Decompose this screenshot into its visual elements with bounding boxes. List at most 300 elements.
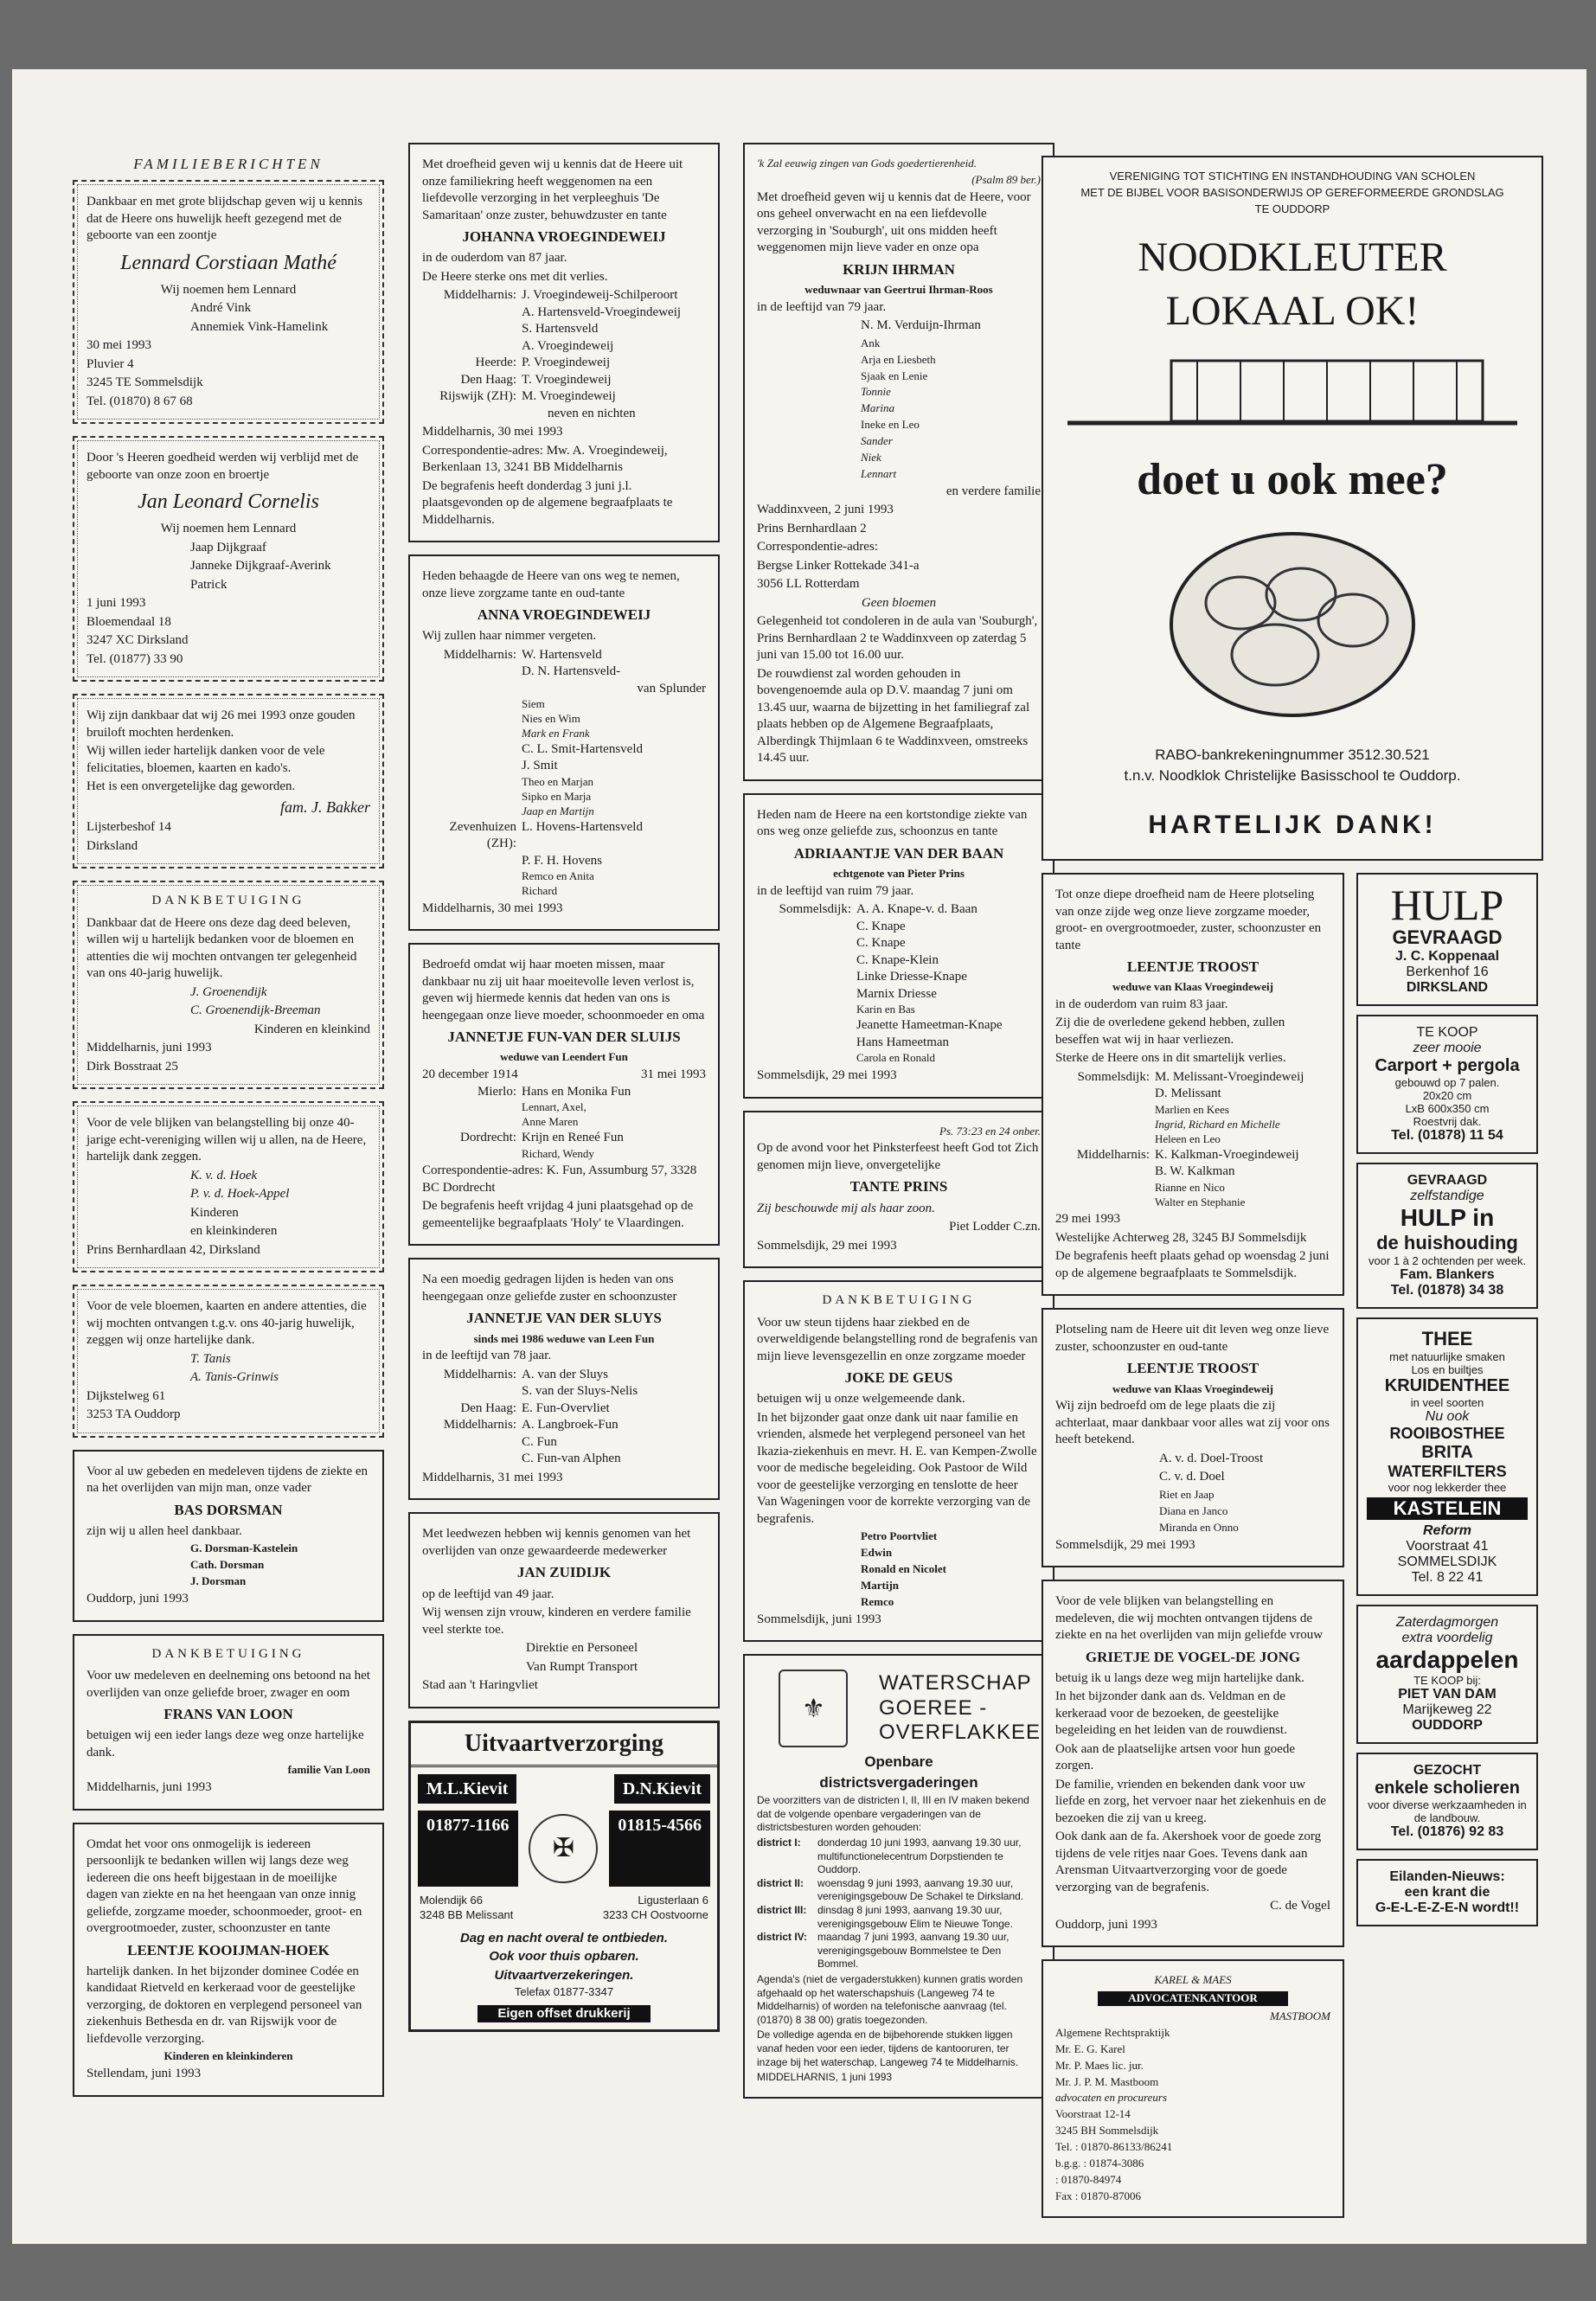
text: Ook aan de plaatselijke artsen voor hun goede zorgen. xyxy=(1055,1741,1295,1773)
text: t.n.v. Noodklok Christelijke Basisschool te Ouddorp. xyxy=(1124,767,1461,785)
thanks-tanis xyxy=(73,1285,384,1438)
text: een krant die xyxy=(1404,1885,1490,1900)
text: Karin en Bas xyxy=(856,1003,915,1016)
text: Plotseling nam de Heere uit dit leven weg onze lieve zuster, schoonzuster en oud-tante xyxy=(1055,1323,1330,1354)
deceased-name: JAN ZUIDIJK xyxy=(516,1564,612,1581)
text: P. Vroegindeweij xyxy=(522,356,611,370)
text: A. A. Knape-v. d. Baan xyxy=(856,902,977,917)
text: BRITA xyxy=(1421,1443,1473,1462)
text: OUDDORP xyxy=(1412,1718,1483,1733)
text: Dag en nacht overal te ontbieden. xyxy=(459,1930,669,1945)
text: ROOIBOSTHEE xyxy=(1389,1425,1505,1442)
text: Miranda en Onno xyxy=(1159,1520,1239,1534)
deceased-name: KRIJN IHRMAN xyxy=(843,260,955,278)
birth-announcement-mathe xyxy=(73,180,384,424)
text: 3247 XC Dirksland xyxy=(87,633,189,648)
text: De volledige agenda en de bijbehorende stukken liggen vanaf heden voor een ieder, tijdens de kantooruren, ter inzage bij het waterschap, Langeweg 74 te Middelharnis. xyxy=(757,2029,1019,2068)
column-4 xyxy=(1042,156,1543,2230)
text: in de ouderdom van ruim 83 jaar. xyxy=(1055,997,1228,1011)
obituary-ihrman xyxy=(743,143,1054,781)
text: Ligusterlaan 6 xyxy=(638,1893,708,1907)
text: Patrick xyxy=(190,577,228,592)
text: C. Knape xyxy=(856,919,906,933)
text: Marina xyxy=(861,401,894,415)
text: De begrafenis heeft vrijdag 4 juni plaatsgehad op de gemeentelijke begraafplaats 'Holy' te Vlaardingen. xyxy=(422,1199,694,1230)
text: voor diverse werkzaamheden in de landbouw. xyxy=(1368,1798,1527,1824)
text: K. v. d. Hoek xyxy=(190,1168,258,1183)
text: Met droefheid geven wij u kennis dat de Heere uit onze familiekring heeft weggenomen na een liefdevolle verzorging in het verpleeghuis 'De Samaritaan' onze zuster, behuwdzuster en tante xyxy=(422,157,683,222)
text: Lennart xyxy=(861,466,897,480)
text: J. Vroegindeweij-Schilperoort xyxy=(522,288,678,303)
text: voor nog lekkerder thee xyxy=(1388,1481,1507,1494)
text: Sjaak en Lenie xyxy=(861,369,928,382)
newspaper-page xyxy=(12,69,1586,2244)
obituary-leentje-troost xyxy=(1042,873,1344,1296)
text: Richard, Wendy xyxy=(522,1146,594,1160)
ad-kastelein-thee xyxy=(1356,1317,1538,1596)
text: Sommelsdijk, 29 mei 1993 xyxy=(757,1068,897,1083)
advocatenkantoor-ad xyxy=(1042,1959,1344,2217)
text: district I: xyxy=(757,1836,801,1849)
text: SOMMELSDIJK xyxy=(1397,1554,1497,1569)
text: Met leedwezen hebben wij kennis genomen van het overlijden van onze gewaardeerde medewerker xyxy=(422,1527,691,1558)
crest-icon: ✠ xyxy=(529,1814,598,1883)
text: 30 mei 1993 xyxy=(87,338,151,353)
text: Carola en Ronald xyxy=(856,1051,935,1065)
text: zijn wij u allen heel dankbaar. xyxy=(87,1523,242,1538)
notice-title: DANKBETUIGING xyxy=(151,894,305,908)
text: Waddinxveen, 2 juni 1993 xyxy=(757,503,894,517)
text: Rianne en Nico xyxy=(1155,1180,1225,1194)
text: Tel. (01876) 92 83 xyxy=(1390,1824,1504,1839)
text: Molendijk 66 xyxy=(420,1893,483,1907)
text: Dankbaar en met grote blijdschap geven wij u kennis dat de Heere ons huwelijk heeft gezegend met de geboorte van een zoontje xyxy=(87,195,363,242)
deceased-name: FRANS VAN LOON xyxy=(163,1706,293,1723)
text: Voor de vele blijken van belangstelling en medeleven, die wij mochten ontvangen tijdens de ziekte en na het overlijden van mijn geliefde vrouw xyxy=(1055,1594,1324,1643)
text: Tel. : 01870-86133/86241 xyxy=(1055,2140,1173,2154)
obituary-zuidijk xyxy=(408,1512,720,1708)
deceased-name: LEENTJE TROOST xyxy=(1126,958,1259,975)
text: dinsdag 8 juni 1993, aanvang 19.30 uur, verenigingsgebouw Elim te Nieuwe Tonge. xyxy=(817,1904,1013,1930)
text: Middelharnis, 30 mei 1993 xyxy=(422,901,563,915)
text: Martijn xyxy=(861,1578,900,1592)
text: Omdat het voor ons onmogelijk is iedereen persoonlijk te bedanken willen wij langs deze weg iedereen die ons heeft bijgestaan in de moeilijke dagen van ziekte en na het heengaan van onze innig geliefde, zorgzame moeder, schoonmoeder, groot- en overgrootmoeder, zuster, schoonzuster en tante xyxy=(87,1836,362,1936)
text: C. Fun xyxy=(522,1434,557,1449)
text: Hans Hameetman xyxy=(856,1035,950,1049)
text: weduwe van Klaas Vroegindeweij xyxy=(1112,1381,1273,1395)
text: Remco en Anita xyxy=(522,869,594,883)
text: Lennart, Axel, xyxy=(522,1100,586,1114)
text: Ouddorp, juni 1993 xyxy=(87,1592,189,1606)
obituary-tante-prins xyxy=(743,1111,1054,1268)
text: voor 1 à 2 ochtenden per week. xyxy=(1368,1254,1527,1267)
text: Nu ook xyxy=(1425,1409,1470,1424)
text: Mr. J. P. M. Mastboom xyxy=(1055,2074,1159,2088)
text: hartelijk danken. In het bijzonder dominee Codée en kandidaat Rietveld en kerkeraad voor de geestelijke verzorging, de doktoren en verplegend personeel van ziekenhuis Bethesda en dr. van Rijswijk voor de liefdevolle verzorging. xyxy=(87,1964,362,2046)
text: A. van der Sluys xyxy=(522,1367,608,1381)
text: Siem xyxy=(522,697,545,711)
text: in de leeftijd van 79 jaar. xyxy=(757,299,887,314)
text: Met droefheid geven wij u kennis dat de Heere, voor ons geheel onverwacht en na een liefdevolle verzorging in 'Souburgh', uit ons midden heeft weggenomen mijn lieve vader en onze opa xyxy=(757,189,1031,255)
text: Tonnie xyxy=(861,385,891,399)
text: N. M. Verduijn-Ihrman xyxy=(861,318,981,333)
ad-hulp-gevraagd xyxy=(1356,873,1538,1006)
text: TE OUDDORP xyxy=(1254,202,1330,215)
text: Niek xyxy=(861,451,881,464)
text: Petro Poortvliet xyxy=(861,1529,938,1543)
text: Marijkeweg 22 xyxy=(1402,1702,1492,1717)
text: Wij zijn dankbaar dat wij 26 mei 1993 onze gouden bruiloft mochten herdenken. xyxy=(87,708,356,740)
text: Piet Lodder C.zn. xyxy=(949,1220,1041,1234)
text: maandag 7 juni 1993, aanvang 19.30 uur, verenigingsgebouw Bommelstee te Den Bommel. xyxy=(817,1931,1010,1971)
deceased-name: JOHANNA VROEGINDEWEIJ xyxy=(462,228,666,245)
text: De rouwdienst zal worden gehouden in bovengenoemde aula op D.V. maandag 7 juni om 13.45 uur, waarna de bijzetting in het familiegraf zal plaats hebben op de Algemene Begraafplaats, Alberdingk Thijmlaan 6 te Waddinxveen, omstreeks 14.45 uur. xyxy=(757,666,1030,766)
ad-carport xyxy=(1356,1015,1538,1154)
text: Heden behaagde de Heere van ons weg te nemen, onze lieve zorgzame tante en oud-tante xyxy=(422,569,680,600)
text: WATERSCHAP xyxy=(878,1670,1032,1695)
text: Voor al uw gebeden en medeleven tijdens de ziekte en na het overlijden van mijn man, onze vader xyxy=(87,1464,369,1496)
text: VERENIGING TOT STICHTING EN INSTANDHOUDING VAN SCHOLEN xyxy=(1109,170,1476,183)
text: Agenda's (niet de vergaderstukken) kunnen gratis worden afgehaald op het waterschapshuis (Langeweg 74 te Middelharnis) of worden na telefonische aanvraag (tel. (01870) 8 38 00) gratis toegezonden. xyxy=(757,1972,1023,2026)
text: B. W. Kalkman xyxy=(1155,1164,1235,1179)
deceased-name: LEENTJE KOOIJMAN-HOEK xyxy=(127,1941,330,1958)
text: M. Melissant-Vroegindeweij xyxy=(1155,1069,1304,1084)
text: en verdere familie xyxy=(945,484,1041,498)
deceased-name: TANTE PRINS xyxy=(849,1178,948,1195)
text: A. Tanis-Grinwis xyxy=(190,1370,279,1385)
text: Dankbaar dat de Heere ons deze dag deed beleven, willen wij u hartelijk bedanken voor de bloemen en attenties die wij mochten ontvangen ter gelegenheid van ons 40-jarig huwelijk. xyxy=(87,915,357,981)
text: G-E-L-E-Z-E-N wordt!! xyxy=(1375,1900,1520,1915)
text: Fam. Blankers xyxy=(1400,1267,1495,1282)
text: Walter en Stephanie xyxy=(1155,1195,1246,1208)
text: 'k Zal eeuwig zingen van Gods goedertierenheid. xyxy=(757,157,977,170)
text: Ank xyxy=(861,336,881,349)
uitvaart-advertisement xyxy=(408,1721,720,2032)
text: donderdag 10 juni 1993, aanvang 19.30 uur, multifunctionelecentrum Dorpstienden te Ouddorp. xyxy=(817,1836,1022,1876)
thanks-de-geus xyxy=(743,1280,1054,1642)
text: Middelharnis, juni 1993 xyxy=(87,1780,212,1795)
deceased-name: JANNETJE FUN-VAN DER SLUIJS xyxy=(447,1029,681,1046)
text: Jaap Dijkgraaf xyxy=(190,540,266,554)
text: Sommelsdijk: xyxy=(779,902,851,917)
text: L. Hovens-Hartensveld xyxy=(522,819,643,834)
text: C. Knape xyxy=(856,936,906,951)
text: Dordrecht: xyxy=(460,1131,516,1145)
text: WATERFILTERS xyxy=(1388,1463,1507,1480)
text: Zaterdagmorgen xyxy=(1395,1615,1499,1630)
thanks-dorsman xyxy=(73,1450,384,1622)
text: Mark en Frank xyxy=(522,726,590,740)
text: Algemene Rechtspraktijk xyxy=(1055,2025,1170,2039)
text: Jaap en Martijn xyxy=(522,804,594,817)
text: in de leeftijd van 78 jaar. xyxy=(422,1349,552,1363)
text: Ps. 73:23 en 24 onber. xyxy=(939,1124,1041,1138)
text: Stad aan 't Haringvliet xyxy=(422,1678,538,1693)
text: Lijsterbeshof 14 xyxy=(87,820,171,835)
text: Bergse Linker Rottekade 341-a xyxy=(757,558,920,573)
text: Ineke en Leo xyxy=(861,418,920,432)
text: 31 mei 1993 xyxy=(641,1067,706,1082)
text: Heleen en Leo xyxy=(1155,1131,1221,1145)
text: Sipko en Marja xyxy=(522,789,592,803)
text: Wij wensen zijn vrouw, kinderen en verdere familie veel sterkte toe. xyxy=(422,1606,691,1637)
text: weduwe van Leendert Fun xyxy=(500,1050,628,1064)
text: Heerde: xyxy=(475,356,516,370)
text: T. Vroegindeweij xyxy=(522,372,612,387)
ad-aardappelen xyxy=(1356,1605,1538,1744)
text: Nies en Wim xyxy=(522,712,580,726)
text: Sander xyxy=(861,434,893,448)
waterschap-notice xyxy=(743,1654,1054,2099)
text: Gelegenheid tot condoleren in de aula van 'Souburgh', Prins Bernhardlaan 2 te Waddinxveen op zaterdag 5 juni van 15.00 tot 16.00 uur. xyxy=(757,614,1038,663)
deceased-name: LEENTJE TROOST xyxy=(1126,1360,1259,1377)
text: Voor de vele bloemen, kaarten en andere attenties, die wij mochten ontvangen t.g.v. ons 40-jarig huwelijk, zeggen wij onze hartelijke dank. xyxy=(87,1299,367,1348)
text: KAREL & MAES xyxy=(1154,1973,1232,1987)
text: W. Hartensveld xyxy=(522,647,602,662)
obituary-van-der-baan xyxy=(743,793,1054,1099)
text: A. v. d. Doel-Troost xyxy=(1159,1451,1264,1465)
text: Wij willen ieder hartelijk danken voor de vele felicitaties, bloemen, kaarten en kado's. xyxy=(87,744,325,775)
text: C. de Vogel xyxy=(1270,1899,1330,1913)
text: Kinderen en kleinkinderen xyxy=(163,2049,293,2063)
text: 3253 TA Ouddorp xyxy=(87,1407,181,1422)
text: Prins Bernhardlaan 2 xyxy=(757,521,867,535)
text: De begrafenis heeft donderdag 3 juni j.l. plaatsgevonden op de algemene begraafplaats te Middelharnis. xyxy=(422,478,673,527)
text: Middelharnis: xyxy=(443,1418,516,1433)
text: betuig ik u langs deze weg mijn hartelijke dank. xyxy=(1055,1670,1304,1685)
text: 3245 TE Sommelsdijk xyxy=(87,375,203,390)
text: neven en nichten xyxy=(548,406,636,420)
text: S. van der Sluys-Nelis xyxy=(522,1384,638,1399)
signature: fam. J. Bakker xyxy=(280,798,370,816)
text: gebouwd op 7 palen. xyxy=(1394,1076,1500,1089)
anniversary-bakker xyxy=(73,694,384,868)
text: THEE xyxy=(1421,1328,1473,1349)
text: Bedroefd omdat wij haar moeten missen, maar dankbaar nu zij uit haar moeitevolle leven verlost is, geven wij hiermede kennis dat heden van ons is heengegaan onze lieve moeder, schoonmoeder en oma xyxy=(422,958,705,1022)
ad-headline: doet u ook mee? xyxy=(1137,454,1448,504)
text: Cath. Dorsman xyxy=(190,1558,265,1572)
text: Voorstraat 12-14 xyxy=(1055,2107,1131,2121)
text: S. Hartensveld xyxy=(522,322,599,336)
text: Tel. (01878) 11 54 xyxy=(1391,1128,1503,1143)
text: Sommelsdijk, juni 1993 xyxy=(757,1612,881,1626)
text: en kleinkinderen xyxy=(190,1224,278,1239)
text: Reform xyxy=(1422,1523,1471,1538)
text: Correspondentie-adres: K. Fun, Assumburg 57, 3328 BC Dordrecht xyxy=(422,1163,697,1195)
text: Tel. 8 22 41 xyxy=(1411,1570,1484,1585)
text: Middelharnis: xyxy=(443,647,516,662)
text: Eigen offset drukkerij xyxy=(478,2005,651,2022)
text: Wij noemen hem Lennard xyxy=(160,282,297,297)
ad-title: NOODKLEUTER LOKAAL OK! xyxy=(1138,234,1447,335)
text: C. Knape-Klein xyxy=(856,952,939,967)
text: Roestvrij dak. xyxy=(1413,1115,1482,1128)
deceased-name: ANNA VROEGINDEWEIJ xyxy=(477,606,651,624)
small-ads-column xyxy=(1356,873,1538,2230)
text: Op de avond voor het Pinksterfeest heeft God tot Zich genomen mijn lieve, onvergetelijke xyxy=(757,1141,1039,1172)
text: C. L. Smit-Hartensveld xyxy=(522,741,643,756)
text: In het bijzonder gaat onze dank uit naar familie en vrienden, alsmede het verplegend personeel van het Ikazia-ziekenhuis en mevr. H. E. van Kempen-Zwolle voor de medische begeleiding. Ook Pastoor de Wild voor de geestelijke verzorging en tenslotte de heer Van Wageningen voor de korrekte verzorging van de begrafenis. xyxy=(757,1410,1037,1526)
text: Arja en Liesbeth xyxy=(861,352,936,366)
text: Krijn en Reneé Fun xyxy=(522,1131,624,1145)
text: A. Hartensveld-Vroegindeweij xyxy=(522,304,682,319)
text: advocaten en procureurs xyxy=(1055,2091,1168,2105)
text: Carport + pergola xyxy=(1375,1056,1520,1075)
text: Janneke Dijkgraaf-Averink xyxy=(190,559,331,574)
text: Marlien en Kees xyxy=(1155,1102,1229,1116)
text: Pluvier 4 xyxy=(87,356,134,371)
text: Ronald en Nicolet xyxy=(861,1561,946,1575)
text: D. Melissant xyxy=(1155,1086,1221,1101)
text: D.N.Kievit xyxy=(614,1774,710,1804)
text: Ook dank aan de fa. Akershoek voor de goede zorg tijdens de vele ritjes naar Goes. Tevens dank aan Arensman Uitvaartverzorging voor de goede verzorging van de begrafenis. xyxy=(1055,1830,1322,1894)
text: Berkenhof 16 xyxy=(1406,965,1489,979)
text: (Psalm 89 ber.) xyxy=(971,172,1041,186)
text: Prins Bernhardlaan 42, Dirksland xyxy=(87,1242,260,1257)
noodklok-ad xyxy=(1042,156,1543,861)
text: Mr. P. Maes lic. jur. xyxy=(1055,2058,1144,2072)
text: van Splunder xyxy=(637,681,706,695)
text: woensdag 9 juni 1993, aanvang 19.30 uur, verenigingsgebouw De Schakel te Dirksland. xyxy=(817,1876,1024,1903)
text: MIDDELHARNIS, 1 juni 1993 xyxy=(757,2071,893,2084)
text: sinds mei 1986 weduwe van Leen Fun xyxy=(473,1331,655,1345)
text: TE KOOP bij: xyxy=(1413,1674,1481,1687)
text: Mierlo: xyxy=(478,1084,516,1099)
text: district II: xyxy=(757,1876,804,1889)
deceased-name: BAS DORSMAN xyxy=(174,1501,283,1518)
text: 3248 BB Melissant xyxy=(420,1907,514,1921)
text: Dirksland xyxy=(87,838,138,853)
text: district III: xyxy=(757,1904,807,1917)
text: de huishouding xyxy=(1376,1232,1518,1253)
text: Correspondentie-adres: xyxy=(757,540,878,554)
text: Van Rumpt Transport xyxy=(526,1659,638,1674)
text: J. C. Koppenaal xyxy=(1394,949,1500,964)
text: Middelharnis: xyxy=(443,288,516,303)
ad-eilanden-nieuws xyxy=(1356,1859,1538,1926)
text: 20 december 1914 xyxy=(422,1067,518,1082)
text: Den Haag: xyxy=(460,372,516,387)
text: 3056 LL Rotterdam xyxy=(757,577,860,592)
text: Middelharnis: xyxy=(1076,1147,1150,1162)
text: 1 juni 1993 xyxy=(87,596,146,611)
text: Eilanden-Nieuws: xyxy=(1389,1869,1505,1884)
text: Fax : 01870-87006 xyxy=(1055,2189,1141,2202)
text: Het is een onvergetelijke dag geworden. xyxy=(87,779,296,794)
text: Kinderen xyxy=(190,1205,239,1220)
text: Hans en Monika Fun xyxy=(522,1084,631,1099)
text: Zevenhuizen (ZH): xyxy=(449,819,516,851)
text: GOEREE - xyxy=(878,1695,988,1720)
text: C. v. d. Doel xyxy=(1159,1470,1225,1484)
text: Diana en Janco xyxy=(1159,1503,1228,1517)
text: op de leeftijd van 49 jaar. xyxy=(422,1586,554,1601)
text: GEVRAAGD xyxy=(1407,1173,1488,1188)
obituary-van-der-sluys xyxy=(408,1258,720,1500)
thanks-van-loon xyxy=(73,1634,384,1811)
text: Los en builtjes xyxy=(1411,1363,1484,1376)
deceased-name: ADRIAANTJE VAN DER BAAN xyxy=(793,844,1004,862)
text: Rijswijk (ZH): xyxy=(439,389,516,404)
text: C. Fun-van Alphen xyxy=(522,1452,621,1466)
text: Tel. (01870) 8 67 68 xyxy=(87,394,193,408)
obituary-johanna-vroegindeweij xyxy=(408,143,720,542)
text: Edwin xyxy=(861,1546,893,1560)
text: : 01870-84974 xyxy=(1055,2172,1122,2186)
text: extra voordelig xyxy=(1401,1631,1493,1645)
text: Tel. (01878) 34 38 xyxy=(1390,1283,1504,1298)
text: Tel. (01877) 33 90 xyxy=(87,651,183,666)
text: D. N. Hartensveld- xyxy=(522,664,621,679)
text: De voorzitters van de districten I, II, III en IV maken bekend dat de volgende openbare vergaderingen van de districtsbesturen worden gehouden: xyxy=(757,1794,1029,1834)
text: aardappelen xyxy=(1375,1646,1519,1673)
ad-hulp-huishouding xyxy=(1356,1163,1538,1309)
text: M. Vroegindeweij xyxy=(522,389,616,404)
text: Middelharnis, juni 1993 xyxy=(87,1041,212,1055)
text: GEZOCHT xyxy=(1413,1763,1482,1778)
text: Ouddorp, juni 1993 xyxy=(1055,1917,1157,1932)
text: Telefax 01877-3347 xyxy=(514,1985,614,1999)
text: Voorstraat 41 xyxy=(1406,1539,1489,1554)
text: De begrafenis heeft plaats gehad op woensdag 2 juni op de algemene begraafplaats te Sommelsdijk. xyxy=(1055,1249,1330,1280)
thanks-hoek xyxy=(73,1101,384,1272)
text: E. Fun-Overvliet xyxy=(522,1400,610,1415)
text: Remco xyxy=(861,1594,894,1608)
text: Dijkstelweg 61 xyxy=(87,1388,166,1403)
text: LxB 600x350 cm xyxy=(1405,1102,1490,1115)
text: 3245 BH Sommelsdijk xyxy=(1055,2124,1159,2138)
text: Ingrid, Richard en Michelle xyxy=(1155,1117,1280,1131)
text: Voor uw medeleven en deelneming ons betoond na het overlijden van onze geliefde broer, zwager en oom xyxy=(87,1669,370,1700)
text: Tot onze diepe droefheid nam de Heere plotseling van onze zijde weg onze lieve zorgzame moeder, groot- en overgrootmoeder, zuster, schoonzuster en tante xyxy=(1055,888,1322,952)
birth-announcement-cornelis xyxy=(73,436,384,682)
ad-scholieren xyxy=(1356,1753,1538,1850)
text: Middelharnis, 31 mei 1993 xyxy=(422,1470,563,1484)
text: De familie, vrienden en bekenden dank voor uw liefde en zorg, het vervoer naar het ziekenhuis en de bezoeken die zij van u kreeg. xyxy=(1055,1777,1326,1825)
text: Openbare xyxy=(864,1753,933,1771)
text: A. Langbroek-Fun xyxy=(522,1418,619,1433)
text: Den Haag: xyxy=(460,1400,516,1415)
text: Wij noemen hem Lennard xyxy=(160,522,297,536)
ad-title: Uitvaartverzorging xyxy=(411,1723,717,1767)
text: Zij beschouwde mij als haar zoon. xyxy=(757,1201,935,1215)
text: 01877-1166 xyxy=(418,1811,518,1887)
text: Dirk Bosstraat 25 xyxy=(87,1059,178,1074)
text: In het bijzonder dank aan ds. Veldman en de kerkeraad voor de bezoeken, de geestelijke begeleiding en het leiden van de rouwdienst. xyxy=(1055,1689,1287,1738)
fist-icon xyxy=(1163,525,1422,724)
text: TE KOOP xyxy=(1416,1025,1478,1040)
text: HARTELIJK DANK! xyxy=(1148,811,1437,840)
text: DIRKSLAND xyxy=(1406,980,1489,995)
text: HULP xyxy=(1390,881,1504,929)
text: Stellendam, juni 1993 xyxy=(87,2067,202,2080)
text: weduwnaar van Geertrui Ihrman-Roos xyxy=(804,282,993,296)
text: familie Van Loon xyxy=(287,1763,370,1777)
text: Sommelsdijk, 29 mei 1993 xyxy=(1055,1537,1195,1552)
text: Jeanette Hameetman-Knape xyxy=(856,1018,1003,1033)
text: echtgenote van Pieter Prins xyxy=(833,866,965,880)
obituary-leentje-troost-2 xyxy=(1042,1308,1344,1567)
text: Door 's Heeren goedheid werden wij verblijd met de geboorte van onze zoon en broertje xyxy=(87,451,359,482)
deceased-name: JOKE DE GEUS xyxy=(844,1369,953,1387)
text: Zij die de overledene gekend hebben, zullen beseffen wat wij in haar verliezen. xyxy=(1055,1016,1285,1047)
text: zeer mooie xyxy=(1413,1041,1482,1055)
text: zelfstandige xyxy=(1410,1189,1484,1203)
text: Wij zullen haar nimmer vergeten. xyxy=(422,629,597,644)
text: Correspondentie-adres: Mw. A. Vroegindeweij, Berkenlaan 13, 3241 BB Middelharnis xyxy=(422,443,668,475)
text: 29 mei 1993 xyxy=(1055,1212,1120,1227)
text: ADVOCATENKANTOOR xyxy=(1098,1991,1288,2006)
